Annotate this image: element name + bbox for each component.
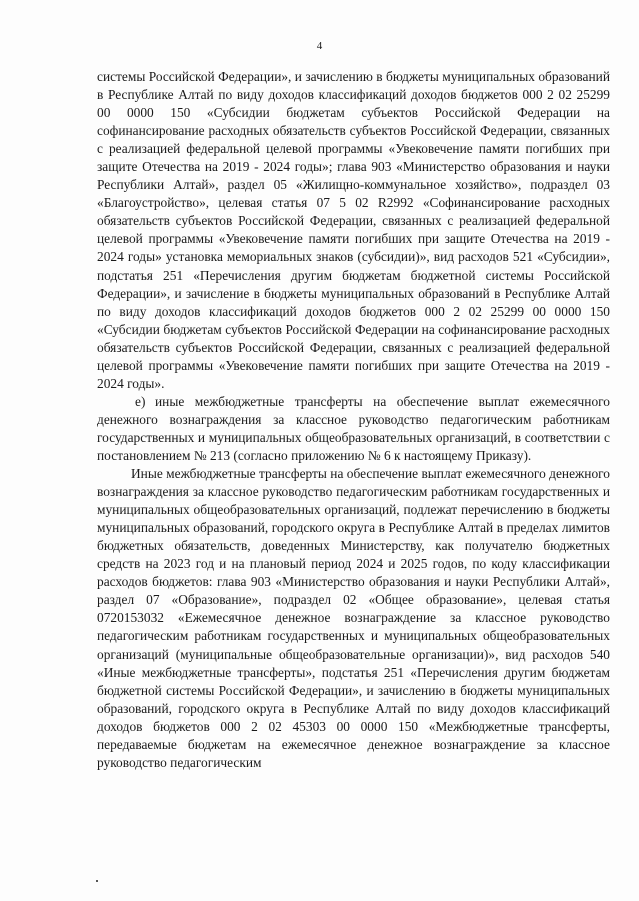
page-number: 4 [316, 40, 323, 52]
list-item-e [97, 393, 610, 465]
list-item-marker: е) [135, 393, 146, 409]
scan-artifact [96, 880, 98, 882]
list-item-text: иные межбюджетные трансферты на обеспечение выплат ежемесячного денежного вознаграждения за классное руководство педагогическим работникам государственных и муниципальных общеобразовательных организаций, в соответствии с постановлением № 213 (согласно приложению № 6 к настоящему Приказу). [97, 393, 610, 463]
paragraph-continuation: системы Российской Федерации», и зачислению в бюджеты муниципальных образований в Республике Алтай по виду доходов классификаций доходов бюджетов 000 2 02 25299 00 0000 150 «Субсидии бюджетам субъектов Российской Федерации на софинансирование расходных обязательств субъектов Российской Федерации, связанных с реализацией федеральной целевой программы «Увековечение памяти погибших при защите Отечества на 2019 - 2024 годы»; глава 903 «Министерство образования и науки Республики Алтай», раздел 05 «Жилищно-коммунальное хозяйство», подраздел 03 «Благоустройство», целевая статья 07 5 02 R2992 «Софинансирование расходных обязательств субъектов Российской Федерации, связанных с реализацией федеральной целевой программы «Увековечение памяти погибших при защите Отечества на 2019 - 2024 годы» установка мемориальных знаков (субсидии)», вид расходов 521 «Субсидии», подстатья 251 «Перечисления другим бюджетам бюджетной системы Российской Федерации», и зачисление в бюджеты муниципальных образований в Республике Алтай по виду доходов классификаций доходов бюджетов 000 2 02 25299 00 0000 150 «Субсидии бюджетам субъектов Российской Федерации на софинансирование расходных обязательств субъектов Российской Федерации, связанных с реализацией федеральной целевой программы «Увековечение памяти погибших при защите Отечества на 2019 - 2024 годы». [97, 69, 610, 391]
document-body [97, 68, 610, 772]
paragraph-transfers: Иные межбюджетные трансферты на обеспечение выплат ежемесячного денежного вознаграждения за классное руководство педагогическим работникам государственных и муниципальных общеобразовательных организаций, подлежат перечислению в бюджеты муниципальных образований, городского округа в Республике Алтай в пределах лимитов бюджетных обязательств, доведенных Министерству, как получателю бюджетных средств на 2023 год и на плановый период 2024 и 2025 годов, по коду классификации расходов бюджетов: глава 903 «Министерство образования и науки Республики Алтай», раздел 07 «Образование», подраздел 02 «Общее образование», целевая статья 0720153032 «Ежемесячное денежное вознаграждение за классное руководство педагогическим работникам государственных и муниципальных общеобразовательных организаций (муниципальные общеобразовательные организации)», вид расходов 540 «Иные межбюджетные трансферты», подстатья 251 «Перечисления другим бюджетам бюджетной системы Российской Федерации», и зачислению в бюджеты муниципальных образований, городского округа в Республике Алтай по виду доходов классификаций доходов бюджетов 000 2 02 45303 00 0000 150 «Межбюджетные трансферты, передаваемые бюджетам на ежемесячное денежное вознаграждение за классное руководство педагогическим [97, 466, 610, 770]
